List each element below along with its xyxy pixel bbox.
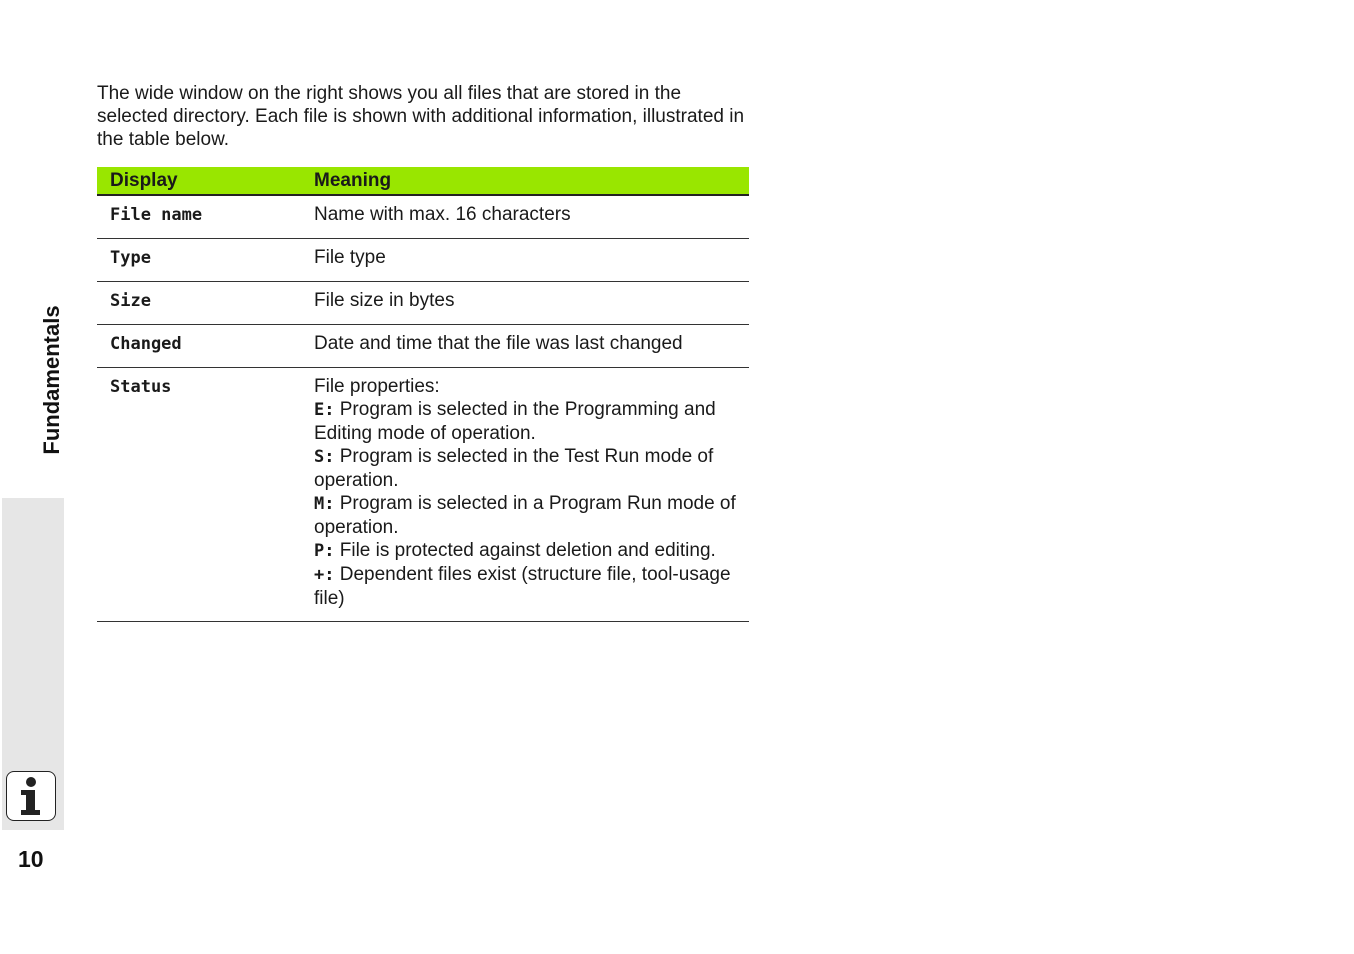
table-header-row: [97, 167, 749, 195]
display-cell: Status: [97, 368, 301, 622]
display-cell: Size: [97, 282, 301, 325]
status-text: Program is selected in the Test Run mode of operation.: [314, 446, 714, 491]
status-code: E:: [314, 400, 335, 420]
status-intro: File properties:: [314, 376, 440, 397]
display-cell: Changed: [97, 325, 301, 368]
status-item-s: [314, 445, 736, 492]
file-info-table: [97, 167, 749, 622]
table-row: [97, 239, 749, 282]
meaning-cell-status: [301, 368, 749, 622]
status-code: P:: [314, 541, 335, 561]
status-item-m: [314, 492, 736, 539]
page-number: 10: [18, 846, 44, 872]
status-item-e: [314, 398, 736, 445]
meaning-cell: File size in bytes: [301, 282, 749, 325]
table-row: [97, 282, 749, 325]
status-code: S:: [314, 447, 335, 467]
meaning-cell: Date and time that the file was last changed: [301, 325, 749, 368]
status-text: File is protected against deletion and editing.: [334, 540, 716, 561]
meaning-cell: Name with max. 16 characters: [301, 195, 749, 239]
header-meaning: Meaning: [301, 167, 749, 195]
status-text: Dependent files exist (structure file, tool-usage file): [314, 564, 731, 609]
display-cell: Type: [97, 239, 301, 282]
status-text: Program is selected in a Program Run mode of operation.: [314, 493, 736, 538]
status-code: M:: [314, 494, 335, 514]
status-code: +:: [314, 565, 335, 585]
table-row: [97, 325, 749, 368]
meaning-cell: File type: [301, 239, 749, 282]
header-display: Display: [97, 167, 301, 195]
display-cell: File name: [97, 195, 301, 239]
table-row-status: [97, 368, 749, 622]
intro-paragraph: The wide window on the right shows you all files that are stored in the selected directory. Each file is shown with additional information, illustrated in the table below.: [97, 83, 745, 150]
status-item-plus: [314, 563, 736, 610]
info-icon[interactable]: [6, 771, 56, 821]
chapter-title: Fundamentals: [39, 305, 64, 455]
table-row: [97, 195, 749, 239]
status-item-p: [314, 539, 736, 563]
status-text: Program is selected in the Programming and Editing mode of operation.: [314, 399, 716, 444]
